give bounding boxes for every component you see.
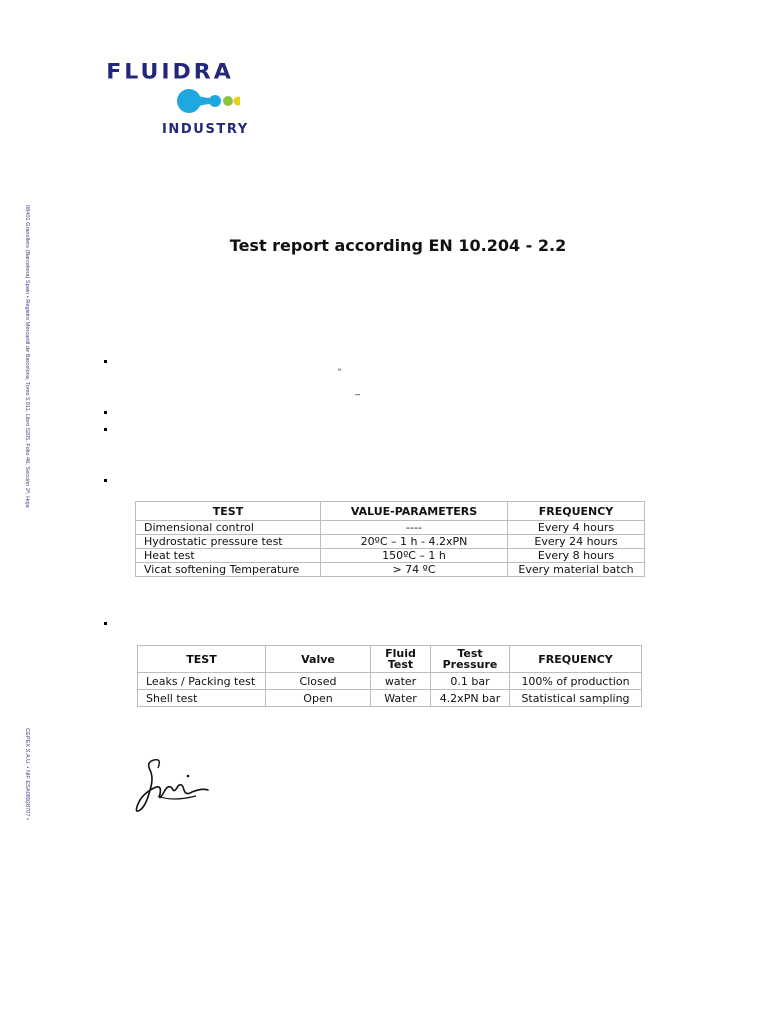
table-cell: Every 8 hours [508, 549, 645, 563]
logo-drops-icon [175, 87, 240, 117]
company-logo [70, 60, 275, 140]
table-header-row [136, 502, 645, 521]
dash-mark: – [355, 389, 361, 399]
table-header: FREQUENCY [508, 502, 645, 521]
table-header: VALUE-PARAMETERS [321, 502, 508, 521]
legal-side-text [20, 205, 30, 820]
table-header: Test Pressure [431, 646, 510, 673]
table-header: FREQUENCY [510, 646, 642, 673]
bullet [104, 428, 107, 431]
table-cell: 20ºC – 1 h - 4.2xPN [321, 535, 508, 549]
table-row [136, 549, 645, 563]
table-header: Fluid Test [371, 646, 431, 673]
page-title: Test report according EN 10.204 - 2.2 [229, 236, 567, 255]
table-header: Valve [266, 646, 371, 673]
table-cell: Leaks / Packing test [138, 673, 266, 690]
table-cell: Water [371, 690, 431, 707]
legal-address: 08401 Granollers (Barcelona) Spain • Registro Mercantil de Barcelona, Tomo 5.911, Libro 5205, Folio 46, Sección 2ª, Hoja [24, 205, 30, 508]
table-cell: 4.2xPN bar [431, 690, 510, 707]
table-cell: Every material batch [508, 563, 645, 577]
logo-subtitle: INDUSTRY [162, 122, 249, 137]
table-row [138, 673, 642, 690]
table-row [138, 690, 642, 707]
signature-image [132, 756, 212, 818]
table-cell: Vicat softening Temperature [136, 563, 321, 577]
table-row [136, 535, 645, 549]
table-cell: 150ºC – 1 h [321, 549, 508, 563]
table-cell: Heat test [136, 549, 321, 563]
table-header: TEST [138, 646, 266, 673]
table-cell: 100% of production [510, 673, 642, 690]
table-cell: ---- [321, 521, 508, 535]
table-header-row [138, 646, 642, 673]
logo-wordmark: FLUIDRA [106, 60, 234, 85]
table-cell: 0.1 bar [431, 673, 510, 690]
table-cell: Every 24 hours [508, 535, 645, 549]
table-cell: Hydrostatic pressure test [136, 535, 321, 549]
bullet [104, 360, 107, 363]
table-cell: Every 4 hours [508, 521, 645, 535]
table-row [136, 521, 645, 535]
table-cell: Dimensional control [136, 521, 321, 535]
bullet [104, 622, 107, 625]
table-cell: water [371, 673, 431, 690]
quote-mark: “ [338, 367, 341, 377]
table-cell: Statistical sampling [510, 690, 642, 707]
valve-tests-table [137, 645, 642, 707]
legal-company: CEPEX S.A.U. • NIF ESA08928707 • [24, 728, 30, 820]
bullet [104, 411, 107, 414]
table-cell: Shell test [138, 690, 266, 707]
table-cell: Closed [266, 673, 371, 690]
table-header: TEST [136, 502, 321, 521]
table-cell: > 74 ºC [321, 563, 508, 577]
table-cell: Open [266, 690, 371, 707]
production-tests-table [135, 501, 645, 577]
table-row [136, 563, 645, 577]
bullet [104, 479, 107, 482]
